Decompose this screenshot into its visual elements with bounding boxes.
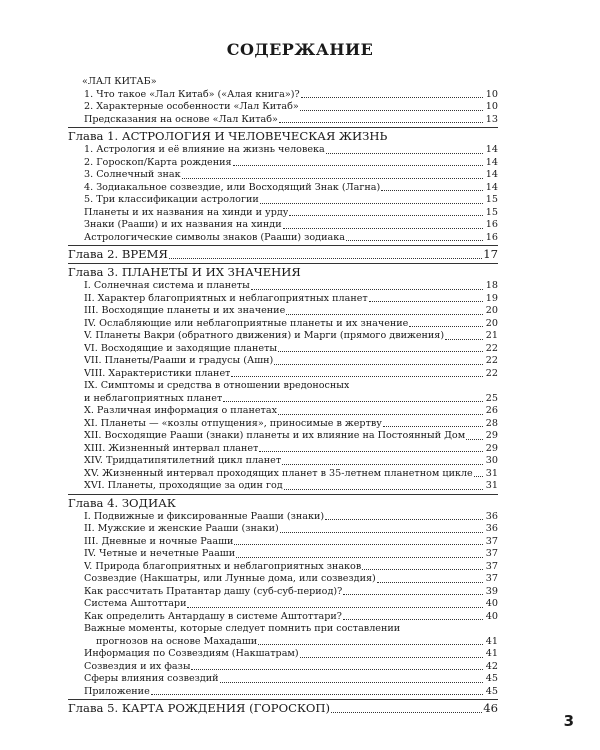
toc-entry[interactable] [68, 280, 498, 293]
toc-entry-page: 21 [485, 330, 498, 341]
toc-entry-title: II. Мужские и женские Рааши (знаки) [84, 523, 279, 534]
toc-entry-title: 3. Солнечный знак [84, 169, 181, 180]
toc-entry-page: 41 [485, 648, 498, 659]
dot-leader [234, 543, 483, 545]
toc-entry-page: 14 [485, 181, 498, 193]
toc-entry[interactable] [68, 561, 498, 574]
toc-entry[interactable] [68, 455, 498, 468]
toc-entry-title: XVI. Планеты, проходящие за один год [84, 480, 283, 491]
dot-leader [187, 606, 483, 608]
toc-entry-page: 46 [483, 701, 498, 715]
dot-leader [300, 109, 483, 111]
toc-entry-page: 37 [485, 573, 498, 584]
dot-leader [220, 681, 483, 683]
toc-entry-title: Планеты и их названия на хинди и урду [84, 206, 289, 218]
toc-entry-title: XIV. Тридцатипятилетний цикл планет [84, 455, 282, 466]
toc-entry[interactable] [68, 536, 498, 549]
toc-entry-page: 25 [485, 392, 498, 404]
toc-entry-page: 10 [485, 88, 498, 100]
toc-entry[interactable] [68, 101, 498, 114]
toc-entry[interactable] [68, 194, 498, 207]
toc-chapter[interactable] [68, 496, 498, 511]
toc-entry-page: 31 [485, 467, 498, 479]
toc-entry[interactable] [68, 686, 498, 699]
toc-entry-page: 22 [485, 355, 498, 366]
dot-leader [343, 618, 483, 620]
dot-leader [301, 96, 483, 98]
dot-leader [289, 214, 483, 216]
toc-entry-page: 37 [485, 560, 498, 572]
toc-entry-title: Глава 2. ВРЕМЯ [68, 247, 168, 261]
page-title: СОДЕРЖАНИЕ [226, 40, 374, 59]
toc-entry[interactable] [68, 468, 498, 481]
dot-leader [286, 313, 483, 315]
toc-entry[interactable] [68, 480, 498, 493]
toc-entry-title: Созвездия и их фазы [84, 660, 191, 672]
toc-entry[interactable] [68, 648, 498, 661]
toc-entry[interactable] [68, 443, 498, 456]
toc-entry-page: 28 [485, 417, 498, 429]
toc-entry[interactable] [68, 523, 498, 536]
toc-entry[interactable] [68, 368, 498, 381]
dot-leader [191, 668, 483, 670]
toc-entry-title: прогнозов на основе Махадаши [96, 635, 258, 647]
toc-entry-page: 30 [485, 455, 498, 466]
dot-leader [223, 400, 483, 402]
toc-entry-page: 40 [485, 610, 498, 622]
toc-entry-title: «ЛАЛ КИТАБ» [82, 76, 157, 87]
toc-entry-title: и неблагоприятных планет [84, 392, 223, 404]
dot-leader [158, 85, 483, 86]
toc-entry-page: 19 [485, 292, 498, 304]
toc-entry-title: XV. Жизненный интервал проходящих планет в 35-летнем планетном цикле [84, 467, 473, 479]
toc-entry-page: 20 [485, 305, 498, 316]
toc-entry[interactable] [68, 611, 498, 624]
dot-leader [369, 300, 483, 302]
toc-entry-title: I. Солнечная система и планеты [84, 280, 250, 291]
dot-leader [236, 556, 483, 558]
toc-entry-title: V. Планеты Вакри (обратного движения) и Марги (прямого движения) [84, 330, 445, 341]
toc-entry[interactable] [68, 673, 498, 686]
toc-entry[interactable] [68, 293, 498, 306]
toc-entry[interactable] [68, 393, 498, 406]
toc-chapter[interactable] [68, 129, 498, 144]
toc-entry-page: 29 [485, 442, 498, 454]
toc-entry-title: XII. Восходящие Рааши (знаки) планеты и их влияние на Постоянный Дом [84, 430, 466, 441]
toc-entry-title: Сферы влияния созвездий [84, 673, 219, 684]
toc-entry-title: Приложение [84, 685, 150, 697]
toc-entry[interactable] [68, 219, 498, 232]
toc-entry-page: 16 [485, 219, 498, 230]
chapter-divider [68, 245, 498, 246]
toc-entry[interactable] [68, 661, 498, 674]
dot-leader [302, 276, 483, 277]
toc-entry-page: 36 [485, 523, 498, 534]
toc-entry-page: 29 [485, 430, 498, 441]
toc-entry-title: Важные моменты, которые следует помнить при составлении [84, 623, 401, 634]
toc-entry-page: 14 [485, 156, 498, 168]
toc-entry-page: 14 [485, 144, 498, 155]
dot-leader [343, 593, 483, 595]
toc-chapter[interactable] [68, 701, 498, 716]
dot-leader [233, 164, 483, 166]
toc-entry-title: Глава 1. АСТРОЛОГИЯ И ЧЕЛОВЕЧЕСКАЯ ЖИЗНЬ [68, 129, 388, 143]
dot-leader [466, 438, 483, 440]
toc-entry-page: 45 [485, 673, 498, 684]
toc-entry-page: 40 [485, 598, 498, 609]
dot-leader [278, 413, 483, 415]
toc-entry[interactable] [68, 598, 498, 611]
chapter-divider [68, 263, 498, 264]
toc-entry-title: VIII. Характеристики планет [84, 367, 231, 379]
toc-entry-title: III. Дневные и ночные Рааши [84, 535, 234, 547]
chapter-divider [68, 494, 498, 495]
toc-entry-page: 15 [485, 206, 498, 218]
dot-leader [274, 363, 483, 365]
toc-entry[interactable] [68, 380, 498, 393]
toc-entry-page: 10 [485, 101, 498, 112]
toc-entry-page: 41 [485, 635, 498, 647]
dot-leader [331, 711, 482, 713]
dot-leader [362, 568, 483, 570]
dot-leader [350, 389, 483, 390]
toc-entry[interactable] [68, 511, 498, 524]
toc-entry[interactable] [68, 232, 498, 245]
toc-entry-page: 42 [485, 660, 498, 672]
toc-entry-title: Система Аштоттари [84, 598, 187, 609]
dot-leader [177, 507, 483, 508]
toc-entry[interactable] [68, 169, 498, 182]
toc-entry[interactable] [68, 157, 498, 170]
toc-entry-title: XIII. Жизненный интервал планет [84, 442, 259, 454]
toc-entry[interactable] [68, 144, 498, 157]
toc-entry-page: 37 [485, 535, 498, 547]
toc-entry-title: IV. Ослабляющие или неблагоприятные планеты и их значение [84, 317, 409, 329]
toc-entry-title: IX. Симптомы и средства в отношении вредоносных [84, 380, 350, 391]
toc-entry-title: Созвездие (Накшатры, или Лунные дома, или созвездия) [84, 573, 376, 584]
toc-chapter[interactable] [68, 247, 498, 262]
toc-entry-page: 17 [483, 247, 498, 261]
chapter-divider [68, 127, 498, 128]
toc-chapter[interactable] [68, 265, 498, 280]
toc-entry[interactable] [68, 305, 498, 318]
toc-entry[interactable] [68, 330, 498, 343]
toc-entry-page: 22 [485, 342, 498, 354]
toc-entry-page: 22 [485, 367, 498, 379]
toc-entry-title: Как определить Антардашу в системе Аштоттари? [84, 610, 342, 622]
chapter-divider [68, 699, 498, 700]
dot-leader [280, 531, 483, 533]
dot-leader [260, 202, 483, 204]
dot-leader [259, 450, 483, 452]
toc-entry-title: 2. Гороскоп/Карта рождения [84, 156, 232, 168]
toc-entry-title: Глава 3. ПЛАНЕТЫ И ИХ ЗНАЧЕНИЯ [68, 265, 301, 279]
toc-entry-title: I. Подвижные и фиксированные Рааши (знаки) [84, 510, 325, 522]
toc-entry-title: 1. Астрология и её влияние на жизнь человека [84, 144, 325, 155]
dot-leader [445, 338, 483, 340]
toc-entry-title: 2. Характерные особенности «Лал Китаб» [84, 101, 299, 112]
dot-leader [251, 288, 483, 290]
dot-leader [284, 488, 483, 490]
toc-entry-page: 26 [485, 405, 498, 416]
dot-leader [346, 239, 483, 241]
toc-entry-page: 39 [485, 585, 498, 597]
toc-entry-page: 15 [485, 194, 498, 205]
toc-entry-page: 37 [485, 548, 498, 559]
toc-entry[interactable] [68, 623, 498, 636]
toc-entry[interactable] [68, 430, 498, 443]
toc-entry[interactable] [68, 318, 498, 331]
dot-leader [169, 257, 482, 259]
toc-entry-title: Как рассчитать Пратантар дашу (суб-суб-период)? [84, 585, 343, 597]
toc-entry-title: IV. Четные и нечетные Рааши [84, 548, 236, 559]
toc-entry-title: VI. Восходящие и заходящие планеты [84, 342, 278, 354]
toc-entry-title: 1. Что такое «Лал Китаб» («Алая книга»)? [84, 88, 300, 100]
toc-entry-title: Предсказания на основе «Лал Китаб» [84, 113, 278, 125]
toc-entry[interactable] [68, 573, 498, 586]
toc-entry-page: 16 [485, 231, 498, 243]
dot-leader [409, 325, 483, 327]
toc-entry-page: 13 [485, 113, 498, 125]
toc-entry-page: 45 [485, 685, 498, 697]
toc-entry[interactable] [68, 76, 498, 89]
toc-entry-title: VII. Планеты/Рааши и градусы (Ашн) [84, 355, 274, 366]
dot-leader [283, 227, 483, 229]
toc-entry-title: XI. Планеты — «козлы отпущения», приносимые в жертву [84, 417, 382, 429]
toc-entry[interactable] [68, 418, 498, 431]
toc-entry[interactable] [68, 207, 498, 220]
dot-leader [474, 475, 483, 477]
toc-entry-page: 14 [485, 169, 498, 180]
dot-leader [151, 693, 483, 695]
dot-leader [377, 581, 483, 583]
toc-entry[interactable] [68, 89, 498, 102]
dot-leader [278, 350, 483, 352]
toc-entry-title: Глава 5. КАРТА РОЖДЕНИЯ (ГОРОСКОП) [68, 701, 331, 715]
toc-entry-title: Астрологические символы знаков (Рааши) зодиака [84, 231, 345, 243]
dot-leader [326, 152, 483, 154]
toc-entry[interactable] [68, 586, 498, 599]
toc-entry-page: 31 [485, 480, 498, 491]
toc-entry-page: 18 [485, 280, 498, 291]
toc-entry-title: Информация по Созвездиям (Накшатрам) [84, 648, 299, 659]
toc-entry[interactable] [68, 182, 498, 195]
dot-leader [279, 121, 483, 123]
dot-leader [300, 656, 483, 658]
toc-entry[interactable] [68, 343, 498, 356]
toc-entry-title: Знаки (Рааши) и их названия на хинди [84, 219, 282, 230]
toc-entry-title: II. Характер благоприятных и неблагоприятных планет [84, 292, 368, 304]
toc-entry[interactable] [68, 636, 498, 649]
toc-entry-title: 4. Зодиакальное созвездие, или Восходящий Знак (Лагна) [84, 181, 381, 193]
dot-leader [383, 425, 483, 427]
toc-entry-page: 36 [485, 510, 498, 522]
page-number: 3 [563, 712, 574, 730]
toc-entry-page: 20 [485, 317, 498, 329]
toc-entry-title: 5. Три классификации астрологии [84, 194, 259, 205]
dot-leader [325, 518, 483, 520]
dot-leader [388, 140, 483, 141]
dot-leader [282, 463, 483, 465]
dot-leader [401, 632, 483, 633]
dot-leader [182, 177, 483, 179]
toc-entry[interactable] [68, 114, 498, 127]
toc-entry[interactable] [68, 355, 498, 368]
table-of-contents [68, 76, 498, 716]
toc-entry-title: V. Природа благоприятных и неблагоприятных знаков [84, 560, 362, 572]
dot-leader [231, 375, 483, 377]
dot-leader [381, 189, 483, 191]
toc-entry-title: Глава 4. ЗОДИАК [68, 495, 176, 510]
toc-entry-title: III. Восходящие планеты и их значение [84, 305, 286, 316]
toc-entry[interactable] [68, 405, 498, 418]
dot-leader [258, 643, 483, 645]
toc-entry-title: X. Различная информация о планетах [84, 405, 277, 416]
toc-entry[interactable] [68, 548, 498, 561]
